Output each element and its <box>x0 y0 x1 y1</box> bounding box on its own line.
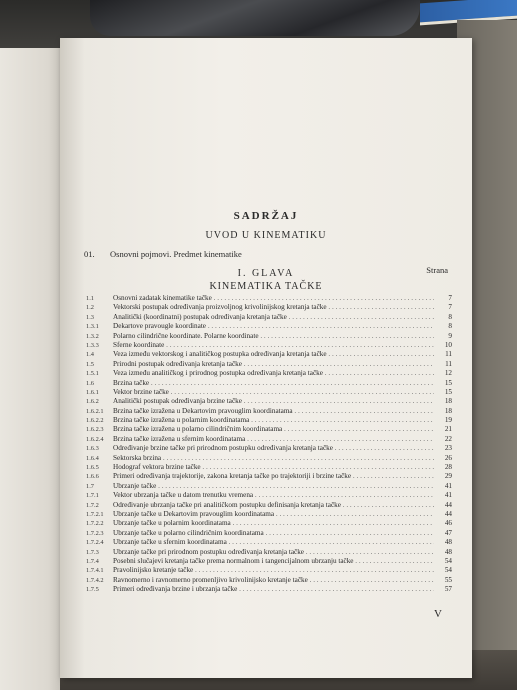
toc-entry-page: 47 <box>444 528 452 537</box>
toc-entry-title: Prirodni postupak određivanja kretanja tačke . . . <box>113 360 434 369</box>
toc-entry-title: Ubrzanje tačke u Dekartovim pravouglim koordinatama . . . <box>113 510 434 519</box>
toc-entry-page: 48 <box>444 547 452 556</box>
toc-entry-number: 1.6.5 <box>86 464 99 472</box>
toc-entry-page: 26 <box>444 453 452 462</box>
toc-entry <box>86 444 452 453</box>
toc-entry <box>86 529 452 538</box>
toc-entry <box>86 369 452 378</box>
toc-entry-page: 44 <box>444 500 452 509</box>
page-title: SADRŽAJ <box>233 210 299 222</box>
toc-entry-number: 1.7.4.1 <box>86 567 104 575</box>
toc-entry-page: 15 <box>444 387 452 396</box>
toc-entry-page: 28 <box>444 463 452 472</box>
toc-entry-number: 1.6.2.3 <box>86 426 104 434</box>
toc-entry-title: Brzina tačke . . . <box>113 379 434 388</box>
toc-entry-number: 1.7.4.2 <box>86 576 104 584</box>
toc-entry-title: Dekartove pravougle koordinate . . . <box>113 322 434 331</box>
toc-entry-page: 55 <box>444 575 452 584</box>
toc-entry-title: Vektor ubrzanja tačke u datom trenutku vremena . . . <box>113 491 434 500</box>
toc-entry <box>86 350 452 359</box>
toc-entry <box>86 548 452 557</box>
toc-entry-number: 1.7.5 <box>86 586 99 594</box>
toc-entry-number: 1.3.3 <box>86 341 99 349</box>
toc-entry-title: Ubrzanje tačke u sfernim koordinatama . . . <box>113 538 434 547</box>
toc-entry-page: 19 <box>444 416 452 425</box>
toc-entry-page: 8 <box>448 322 452 331</box>
intro-entry-number: 01. <box>84 249 95 259</box>
toc-entry-page: 46 <box>444 519 452 528</box>
toc-entry-page: 41 <box>444 491 452 500</box>
toc-entry-number: 1.6.1 <box>86 388 99 396</box>
toc-entry-number: 1.7.2.4 <box>86 539 104 547</box>
section-heading-uvod: UVOD U KINEMATIKU <box>205 230 327 241</box>
toc-entry <box>86 566 452 575</box>
toc-entry-title: Ubrzanje tačke pri prirodnom postupku određivanja kretanja tačke . . . <box>113 548 434 557</box>
toc-entry <box>86 341 452 350</box>
toc-entry-title: Ubrzanje tačke u polarno cilindričnim koordinatama . . . <box>113 529 434 538</box>
toc-entry-number: 1.7.2 <box>86 501 99 509</box>
toc-entry-page: 29 <box>444 472 452 481</box>
toc-entry-title: Veza između vektorskog i analitičkog postupka određivanja kretanja tačke . . . <box>113 350 434 359</box>
toc-entry-title: Brzina tačke izražena u Dekartovim pravouglim koordinatama . . . <box>113 407 434 416</box>
toc-entry <box>86 491 452 500</box>
toc-entry-number: 1.3.2 <box>86 332 99 340</box>
toc-entry-number: 1.6.2 <box>86 398 99 406</box>
toc-entry-page: 11 <box>445 350 452 359</box>
toc-entry-page: 11 <box>445 359 452 368</box>
toc-entry-number: 1.6.2.4 <box>86 435 104 443</box>
toc-entry-page: 57 <box>444 585 452 594</box>
toc-entry-title: Posebni slučajevi kretanja tačke prema normalnom i tangencijalnom ubrzanju tačke . . . <box>113 557 434 566</box>
toc-entry <box>86 322 452 331</box>
toc-entry-number: 1.6.2.2 <box>86 417 104 425</box>
toc-entry <box>86 407 452 416</box>
toc-entry-title: Hodograf vektora brzine tačke . . . <box>113 463 434 472</box>
toc-entry-title: Pravolinijsko kretanje tačke . . . <box>113 566 434 575</box>
toc-entry-title: Brzina tačke izražena u sfernim koordinatama . . . <box>113 435 434 444</box>
toc-entry-page: 54 <box>444 566 452 575</box>
toc-entry-title: Veza između analitičkog i prirodnog postupka određivanja kretanja tačke . . . <box>113 369 434 378</box>
toc-entry <box>86 538 452 547</box>
toc-entry-title: Ravnomerno i ravnomerno promenljivo krivolinijsko kretanje tačke . . . <box>113 576 434 585</box>
toc-entry-page: 18 <box>444 397 452 406</box>
toc-entry-number: 1.6 <box>86 379 94 387</box>
toc-entry-number: 1.7.1 <box>86 492 99 500</box>
toc-entry-title: Osnovni zadatak kinematike tačke . . . <box>113 294 434 303</box>
toc-entry-title: Analitički (koordinatni) postupak određivanja kretanja tačke . . . <box>113 313 434 322</box>
toc-entry <box>86 313 452 322</box>
toc-entry-number: 1.4 <box>86 351 94 359</box>
toc-entry-title: Vektorski postupak određivanja proizvoljnog krivolinijskog kretanja tačke . . . <box>113 303 434 312</box>
toc-entry <box>86 454 452 463</box>
toc-entry-title: Vektor brzine tačke . . . <box>113 388 434 397</box>
chapter-title: KINEMATIKA TAČKE <box>209 281 323 292</box>
toc-entry-page: 15 <box>444 378 452 387</box>
toc-entry <box>86 557 452 566</box>
toc-entry-page: 23 <box>444 444 452 453</box>
toc-entry-title: Određivanje brzine tačke pri prirodnom postupku određivanja kretanja tačke . . . <box>113 444 434 453</box>
intro-entry-text: Osnovni pojmovi. Predmet kinematike <box>110 249 242 259</box>
toc-entry-number: 1.7.4 <box>86 557 99 565</box>
toc-entry-number: 1.1 <box>86 295 94 302</box>
toc-entry-title: Ubrzanje tačke . . . <box>113 482 434 491</box>
toc-entry-number: 1.7.3 <box>86 548 99 556</box>
toc-entry-page: 22 <box>444 434 452 443</box>
toc-entry-number: 1.5 <box>86 360 94 368</box>
toc-entry-number: 1.3 <box>86 313 94 321</box>
show-through-text <box>155 108 472 141</box>
toc-entry-title: Primeri određivanja trajektorije, zakona kretanja tačke po trajektoriji i brzine tačke . . . <box>113 472 434 481</box>
toc-entry-title: Analitički postupak određivanja brzine tačke . . . <box>113 397 434 406</box>
toc-entry <box>86 482 452 491</box>
toc-entry <box>86 435 452 444</box>
toc-entry-page: 21 <box>444 425 452 434</box>
toc-entry-page: 7 <box>448 294 452 302</box>
toc-entry <box>86 388 452 397</box>
toc-entry <box>86 379 452 388</box>
toc-entry-title: Ubrzanje tačke u polarnim koordinatama . . . <box>113 519 434 528</box>
toc-entry-number: 1.3.1 <box>86 323 99 331</box>
toc-entry <box>86 416 452 425</box>
toc-entry-title: Sferne koordinate . . . <box>113 341 434 350</box>
toc-entry-page: 44 <box>444 509 452 518</box>
table-of-contents <box>86 294 452 595</box>
toc-entry <box>86 294 452 303</box>
toc-entry <box>86 519 452 528</box>
toc-entry-page: 48 <box>444 538 452 547</box>
toc-entry-number: 1.7.2.2 <box>86 520 104 528</box>
toc-entry <box>86 303 452 312</box>
toc-entry-title: Određivanje ubrzanja tačke pri analitičkom postupku definisanja kretanja tačke . . . <box>113 501 434 510</box>
toc-entry <box>86 585 452 594</box>
toc-entry <box>86 332 452 341</box>
page-number: V <box>434 608 442 620</box>
toc-entry-title: Brzina tačke izražena u polarnim koordinatama . . . <box>113 416 434 425</box>
toc-entry-page: 7 <box>448 303 452 312</box>
toc-entry-number: 1.7 <box>86 482 94 490</box>
toc-entry-title: Brzina tačke izražena u polarno cilindričnim koordinatama . . . <box>113 425 434 434</box>
toc-entry-number: 1.6.3 <box>86 445 99 453</box>
toc-entry <box>86 425 452 434</box>
toc-entry <box>86 576 452 585</box>
book-page <box>60 38 472 678</box>
toc-entry-number: 1.2 <box>86 304 94 312</box>
toc-entry-number: 1.7.2.1 <box>86 510 104 518</box>
plastic-bag <box>90 0 420 36</box>
toc-entry-number: 1.6.4 <box>86 454 99 462</box>
toc-entry <box>86 397 452 406</box>
toc-entry <box>86 360 452 369</box>
toc-entry-number: 1.7.2.3 <box>86 529 104 537</box>
toc-entry-page: 54 <box>444 556 452 565</box>
toc-entry-page: 12 <box>444 369 452 378</box>
toc-entry-page: 10 <box>444 340 452 349</box>
toc-entry <box>86 501 452 510</box>
toc-entry-page: 9 <box>448 331 452 340</box>
toc-entry-page: 41 <box>444 481 452 490</box>
toc-entry <box>86 472 452 481</box>
toc-entry-title: Primeri određivanja brzine i ubrzanja tačke . . . <box>113 585 434 594</box>
toc-entry-title: Polarno cilindrične koordinate. Polarne koordinate . . . <box>113 332 434 341</box>
facing-page <box>0 48 60 690</box>
toc-entry-number: 1.5.1 <box>86 370 99 378</box>
toc-entry-page: 8 <box>448 312 452 321</box>
toc-entry-title: Sektorska brzina . . . <box>113 454 434 463</box>
toc-entry <box>86 463 452 472</box>
toc-entry-page: 18 <box>444 406 452 415</box>
toc-entry-number: 1.6.6 <box>86 473 99 481</box>
toc-entry <box>86 510 452 519</box>
chapter-heading: I. GLAVA <box>237 268 295 279</box>
page-column-label: Strana <box>426 265 448 275</box>
toc-entry-number: 1.6.2.1 <box>86 407 104 415</box>
